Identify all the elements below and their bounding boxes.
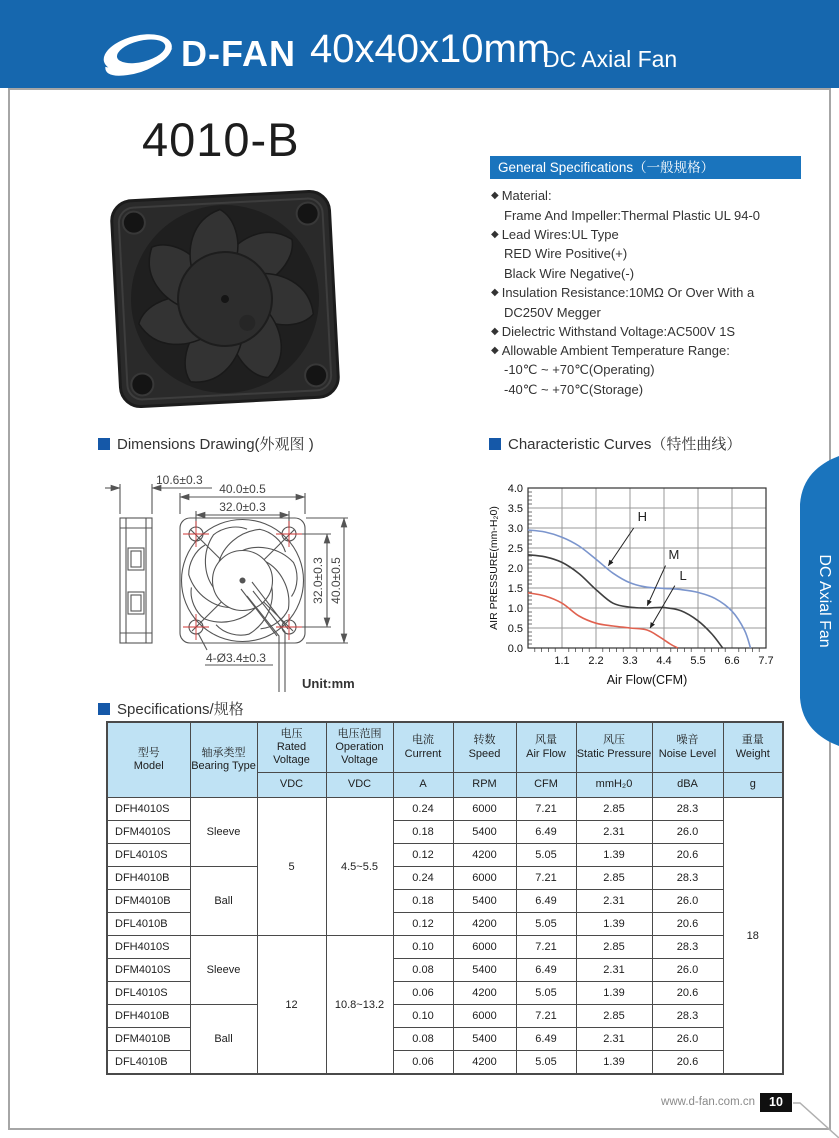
table-cell-noise: 26.0	[652, 890, 723, 913]
dim-holes-label: 4-Ø3.4±0.3	[206, 651, 266, 665]
x-tick-label: 6.6	[724, 655, 740, 667]
dim-width-outer-label: 40.0±0.5	[219, 482, 266, 496]
table-cell-pressure: 1.39	[576, 844, 652, 867]
y-tick-label: 4.0	[507, 483, 523, 495]
table-cell-pressure: 1.39	[576, 1051, 652, 1075]
table-cell-noise: 26.0	[652, 1028, 723, 1051]
table-cell-pressure: 2.31	[576, 890, 652, 913]
table-cell-model: DFL4010B	[107, 1051, 190, 1075]
blue-square-icon	[489, 438, 501, 450]
y-tick-label: 2.0	[507, 563, 523, 575]
spec-line	[491, 361, 826, 380]
spec-line-text: -10℃ ~ +70℃(Operating)	[504, 362, 655, 378]
specifications-table-wrap	[106, 721, 784, 1075]
diamond-bullet-icon: ◆	[491, 228, 499, 240]
table-cell-noise: 20.6	[652, 844, 723, 867]
table-cell-model: DFH4010S	[107, 936, 190, 959]
spec-line-text: Insulation Resistance:10MΩ Or Over With a	[501, 285, 755, 301]
section-curves-label: Characteristic Curves（特性曲线）	[508, 436, 742, 453]
curve-L	[528, 593, 678, 648]
spec-line	[491, 302, 826, 321]
table-cell-speed: 4200	[453, 1051, 516, 1075]
spec-line	[491, 244, 826, 263]
spec-line-text: DC250V Megger	[504, 304, 601, 320]
spec-line-text: -40℃ ~ +70℃(Storage)	[504, 381, 644, 397]
chart-x-axis-title: Air Flow(CFM)	[606, 673, 688, 687]
table-cell-pressure: 1.39	[576, 913, 652, 936]
column-unit: VDC	[326, 773, 393, 798]
x-tick-label: 5.5	[690, 655, 706, 667]
table-cell-airflow: 5.05	[516, 1051, 576, 1075]
table-cell-current: 0.06	[393, 982, 453, 1005]
diamond-bullet-icon: ◆	[491, 345, 499, 357]
table-cell-model: DFL4010S	[107, 982, 190, 1005]
table-cell-pressure: 2.85	[576, 936, 652, 959]
y-tick-label: 2.5	[507, 543, 523, 555]
column-unit: CFM	[516, 773, 576, 798]
table-cell-noise: 28.3	[652, 1005, 723, 1028]
table-cell-airflow: 7.21	[516, 798, 576, 821]
table-cell-model: DFM4010B	[107, 890, 190, 913]
spec-line	[491, 186, 826, 205]
spec-line	[491, 341, 826, 360]
dfan-logo-icon	[94, 25, 182, 83]
table-cell-airflow: 5.05	[516, 913, 576, 936]
spec-line-text: Dielectric Withstand Voltage:AC500V 1S	[501, 323, 736, 339]
table-cell-current: 0.18	[393, 821, 453, 844]
characteristic-curves-chart	[485, 476, 830, 694]
table-cell-pressure: 2.85	[576, 867, 652, 890]
table-cell-model: DFH4010B	[107, 867, 190, 890]
curve-label-H: H	[637, 508, 648, 524]
table-cell-noise: 26.0	[652, 821, 723, 844]
table-cell-noise: 28.3	[652, 867, 723, 890]
table-cell-current: 0.18	[393, 890, 453, 913]
table-cell-current: 0.12	[393, 844, 453, 867]
table-cell-operation: 4.5~5.5	[326, 798, 393, 936]
section-curves	[489, 433, 741, 454]
column-header: 型号 Model	[107, 722, 190, 798]
diamond-bullet-icon: ◆	[491, 325, 499, 337]
table-cell-noise: 28.3	[652, 936, 723, 959]
column-header: 轴承类型 Bearing Type	[190, 722, 257, 798]
column-header: 噪音 Noise Level	[652, 722, 723, 773]
page-title: 4010-B	[142, 113, 300, 166]
table-cell-noise: 20.6	[652, 982, 723, 1005]
table-cell-airflow: 6.49	[516, 890, 576, 913]
table-cell-noise: 28.3	[652, 798, 723, 821]
table-cell-speed: 4200	[453, 913, 516, 936]
spec-line-text: Lead Wires:UL Type	[501, 226, 619, 242]
table-cell-pressure: 2.85	[576, 1005, 652, 1028]
product-size-title: 40x40x10mm	[310, 27, 551, 71]
table-header	[107, 722, 783, 798]
section-specifications-label: Specifications/规格	[117, 701, 244, 718]
table-cell-airflow: 7.21	[516, 867, 576, 890]
table-cell-model: DFH4010B	[107, 1005, 190, 1028]
table-cell-pressure: 2.85	[576, 798, 652, 821]
table-cell-current: 0.24	[393, 867, 453, 890]
table-cell-airflow: 5.05	[516, 982, 576, 1005]
table-cell-operation: 10.8~13.2	[326, 936, 393, 1075]
table-cell-bearing: Ball	[190, 1005, 257, 1075]
diamond-bullet-icon: ◆	[491, 287, 499, 299]
spec-line	[491, 380, 826, 399]
y-tick-label: 0.5	[507, 623, 523, 635]
table-cell-pressure: 2.31	[576, 821, 652, 844]
column-header: 电流 Current	[393, 722, 453, 773]
x-tick-label: 1.1	[554, 655, 570, 667]
table-cell-noise: 20.6	[652, 1051, 723, 1075]
table-cell-speed: 5400	[453, 890, 516, 913]
table-cell-model: DFL4010B	[107, 913, 190, 936]
table-cell-current: 0.10	[393, 936, 453, 959]
table-cell-speed: 5400	[453, 821, 516, 844]
table-cell-model: DFL4010S	[107, 844, 190, 867]
corner-decoration	[791, 1093, 839, 1138]
column-unit: VDC	[257, 773, 326, 798]
dim-width-holes-label: 32.0±0.3	[219, 500, 266, 514]
spec-line	[491, 225, 826, 244]
dim-thickness-label: 10.6±0.3	[156, 473, 203, 487]
spec-line	[491, 264, 826, 283]
column-unit: A	[393, 773, 453, 798]
curve-label-M: M	[668, 547, 680, 563]
dim-unit-label: Unit:mm	[302, 676, 355, 691]
x-tick-label: 7.7	[758, 655, 774, 667]
table-row	[107, 936, 783, 959]
table-cell-current: 0.10	[393, 1005, 453, 1028]
table-cell-bearing: Sleeve	[190, 936, 257, 1005]
side-tab	[790, 452, 839, 750]
table-cell-current: 0.24	[393, 798, 453, 821]
table-cell-airflow: 7.21	[516, 936, 576, 959]
table-cell-speed: 6000	[453, 798, 516, 821]
column-unit: dBA	[652, 773, 723, 798]
column-header: 转数 Speed	[453, 722, 516, 773]
table-cell-speed: 4200	[453, 982, 516, 1005]
x-tick-label: 2.2	[588, 655, 604, 667]
y-tick-label: 0.0	[507, 643, 523, 655]
table-cell-airflow: 7.21	[516, 1005, 576, 1028]
table-row	[107, 1005, 783, 1028]
column-header: 风量 Air Flow	[516, 722, 576, 773]
chart-y-axis-title: AIR PRESSURE(mm-H₂0)	[488, 506, 500, 630]
table-cell-current: 0.12	[393, 913, 453, 936]
y-tick-label: 1.0	[507, 603, 523, 615]
column-unit: g	[723, 773, 783, 798]
x-tick-label: 3.3	[622, 655, 638, 667]
table-cell-airflow: 5.05	[516, 844, 576, 867]
header-bar	[0, 0, 839, 88]
table-cell-current: 0.08	[393, 959, 453, 982]
table-cell-airflow: 6.49	[516, 821, 576, 844]
diamond-bullet-icon: ◆	[491, 190, 499, 202]
column-unit: mmH₂0	[576, 773, 652, 798]
page-number-badge: 10	[760, 1093, 792, 1112]
table-cell-rated: 5	[257, 798, 326, 936]
y-tick-label: 1.5	[507, 583, 523, 595]
section-dimensions-label: Dimensions Drawing(外观图 )	[117, 436, 314, 453]
x-tick-label: 4.4	[656, 655, 672, 667]
table-cell-airflow: 6.49	[516, 1028, 576, 1051]
spec-line-text: Allowable Ambient Temperature Range:	[501, 343, 730, 359]
table-cell-weight: 18	[723, 798, 783, 1075]
table-row	[107, 798, 783, 821]
table-body	[107, 798, 783, 1075]
table-cell-model: DFH4010S	[107, 798, 190, 821]
table-cell-bearing: Sleeve	[190, 798, 257, 867]
brand-name: D-FAN	[181, 33, 296, 74]
table-cell-pressure: 2.31	[576, 959, 652, 982]
table-cell-rated: 12	[257, 936, 326, 1075]
column-unit: RPM	[453, 773, 516, 798]
table-cell-airflow: 6.49	[516, 959, 576, 982]
y-tick-label: 3.0	[507, 523, 523, 535]
table-row	[107, 867, 783, 890]
spec-line-text: Frame And Impeller:Thermal Plastic UL 94-0	[504, 207, 761, 223]
table-cell-bearing: Ball	[190, 867, 257, 936]
table-cell-noise: 20.6	[652, 913, 723, 936]
spec-line-text: RED Wire Positive(+)	[504, 246, 628, 262]
table-cell-speed: 6000	[453, 867, 516, 890]
table-cell-current: 0.06	[393, 1051, 453, 1075]
table-cell-pressure: 1.39	[576, 982, 652, 1005]
table-cell-speed: 6000	[453, 1005, 516, 1028]
spec-line	[491, 205, 826, 224]
spec-line-text: Material:	[501, 188, 552, 204]
general-specs-header: General Specifications（一般规格）	[490, 156, 801, 179]
curve-label-L: L	[679, 568, 687, 583]
column-header: 风压 Static Pressure	[576, 722, 652, 773]
spec-line-text: Black Wire Negative(-)	[504, 265, 635, 281]
product-type-subtitle: DC Axial Fan	[543, 46, 678, 72]
column-header: 电压范围 Operation Voltage	[326, 722, 393, 773]
side-tab-label: DC Axial Fan	[816, 554, 833, 648]
dimensions-drawing	[95, 440, 485, 705]
spec-line	[491, 322, 826, 341]
table-cell-speed: 6000	[453, 936, 516, 959]
dim-height-holes-label: 32.0±0.3	[311, 557, 325, 604]
spec-line	[491, 283, 826, 302]
table-cell-model: DFM4010S	[107, 959, 190, 982]
table-cell-speed: 5400	[453, 1028, 516, 1051]
table-cell-speed: 5400	[453, 959, 516, 982]
column-header: 重量 Weight	[723, 722, 783, 773]
table-cell-model: DFM4010B	[107, 1028, 190, 1051]
product-photo	[108, 186, 348, 414]
y-tick-label: 3.5	[507, 503, 523, 515]
table-cell-model: DFM4010S	[107, 821, 190, 844]
table-cell-current: 0.08	[393, 1028, 453, 1051]
website-link[interactable]: www.d-fan.com.cn	[661, 1096, 755, 1108]
table-cell-speed: 4200	[453, 844, 516, 867]
dim-height-outer-label: 40.0±0.5	[329, 557, 343, 604]
table-cell-noise: 26.0	[652, 959, 723, 982]
general-specs-list	[491, 186, 826, 399]
table-cell-pressure: 2.31	[576, 1028, 652, 1051]
column-header: 电压 Rated Voltage	[257, 722, 326, 773]
specifications-table	[106, 721, 784, 1075]
